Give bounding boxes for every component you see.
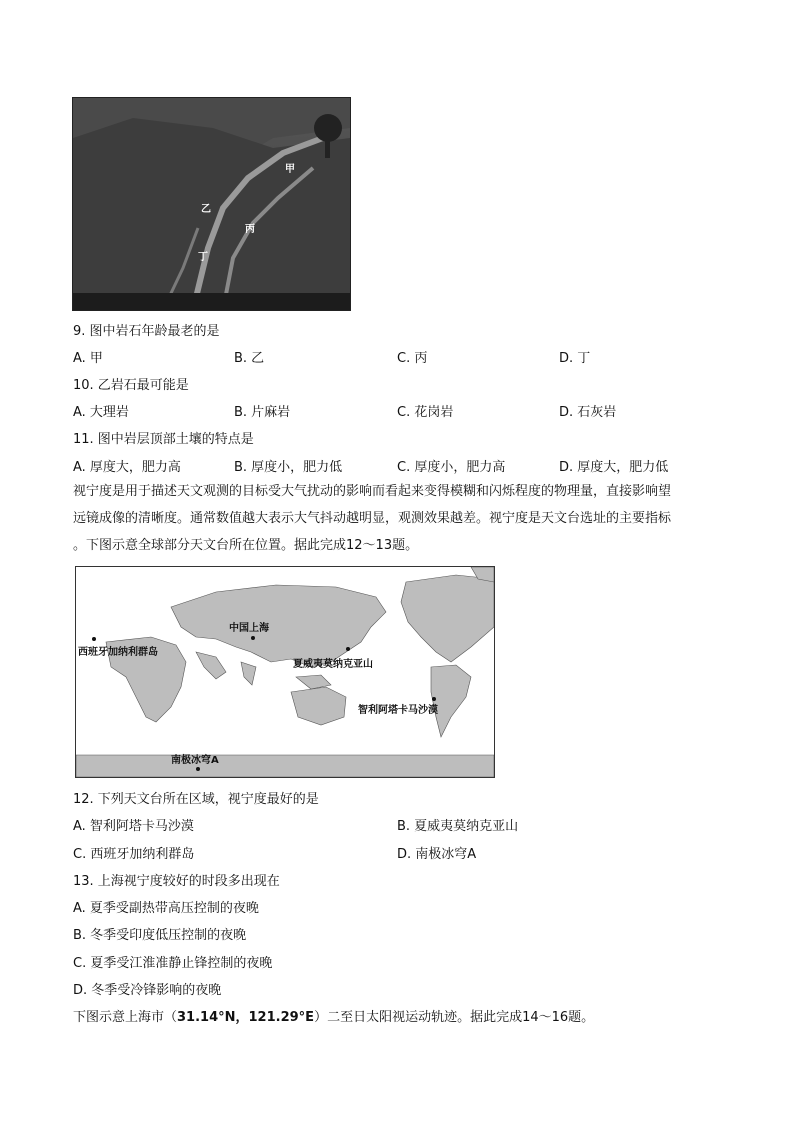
passage-sun-path-post: ）二至日太阳视运动轨迹。据此完成14～16题。 (314, 1010, 595, 1025)
photo-label-3: 丙 (245, 224, 255, 235)
photo-label-1: 甲 (285, 164, 295, 175)
question-9-stem: 9. 图中岩石年龄最老的是 (73, 324, 220, 339)
q13-option-a[interactable]: A. 夏季受副热带高压控制的夜晚 (73, 901, 259, 916)
hawaii-marker (346, 647, 350, 651)
q13-option-b[interactable]: B. 冬季受印度低压控制的夜晚 (73, 928, 247, 943)
passage-seeing-line-3: 。下图示意全球部分天文台所在位置。据此完成12～13题。 (73, 538, 419, 553)
q9-option-d[interactable]: D. 丁 (559, 351, 591, 366)
q12-option-a[interactable]: A. 智利阿塔卡马沙漠 (73, 819, 194, 834)
passage-seeing-line-2: 远镜成像的清晰度。通常数值越大表示大气抖动越明显，观测效果越差。视宁度是天文台选址的主要指标 (73, 511, 672, 526)
q12-option-d[interactable]: D. 南极冰穹A (397, 847, 477, 862)
shanghai-marker (251, 636, 255, 640)
q12-option-c[interactable]: C. 西班牙加纳利群岛 (73, 847, 195, 862)
question-10-stem: 10. 乙岩石最可能是 (73, 378, 189, 393)
q13-option-c[interactable]: C. 夏季受江淮准静止锋控制的夜晚 (73, 956, 273, 971)
q10-option-a[interactable]: A. 大理岩 (73, 405, 129, 420)
q9-option-b[interactable]: B. 乙 (234, 351, 265, 366)
question-11-stem: 11. 图中岩层顶部土壤的特点是 (73, 432, 254, 447)
photo-label-2: 乙 (201, 204, 211, 215)
q11-option-d[interactable]: D. 厚度大，肥力低 (559, 460, 669, 475)
antarctic-marker (196, 767, 200, 771)
label-antarctic: 南极冰穹A (171, 755, 219, 766)
observatory-world-map (75, 566, 495, 778)
label-shanghai: 中国上海 (229, 623, 269, 634)
q13-option-d[interactable]: D. 冬季受冷锋影响的夜晚 (73, 983, 222, 998)
passage-seeing-line-1: 视宁度是用于描述天文观测的目标受大气扰动的影响而看起来变得模糊和闪烁程度的物理量，直接影响望 (73, 484, 672, 499)
q12-option-b[interactable]: B. 夏威夷莫纳克亚山 (397, 819, 519, 834)
passage-sun-path (73, 1006, 594, 1025)
photo-label-4: 丁 (198, 252, 208, 263)
world-map-landmass (76, 567, 494, 777)
label-hawaii: 夏威夷莫纳克亚山 (293, 659, 373, 670)
label-canary: 西班牙加纳利群岛 (78, 647, 158, 658)
rock-photo (72, 97, 351, 311)
q10-option-c[interactable]: C. 花岗岩 (397, 405, 454, 420)
q9-option-a[interactable]: A. 甲 (73, 351, 103, 366)
q9-option-c[interactable]: C. 丙 (397, 351, 428, 366)
q11-option-b[interactable]: B. 厚度小，肥力低 (234, 460, 343, 475)
passage-sun-path-pre: 下图示意上海市（ (73, 1010, 178, 1025)
q11-option-a[interactable]: A. 厚度大，肥力高 (73, 460, 181, 475)
question-12-stem: 12. 下列天文台所在区域，视宁度最好的是 (73, 792, 319, 807)
label-chile: 智利阿塔卡马沙漠 (358, 705, 438, 716)
q10-option-d[interactable]: D. 石灰岩 (559, 405, 617, 420)
canary-marker (92, 637, 96, 641)
q11-option-c[interactable]: C. 厚度小，肥力高 (397, 460, 506, 475)
passage-seeing (73, 478, 723, 559)
shanghai-coordinates: 31.14°N，121.29°E (177, 1010, 315, 1025)
q10-option-b[interactable]: B. 片麻岩 (234, 405, 291, 420)
question-13-stem: 13. 上海视宁度较好的时段多出现在 (73, 874, 280, 889)
